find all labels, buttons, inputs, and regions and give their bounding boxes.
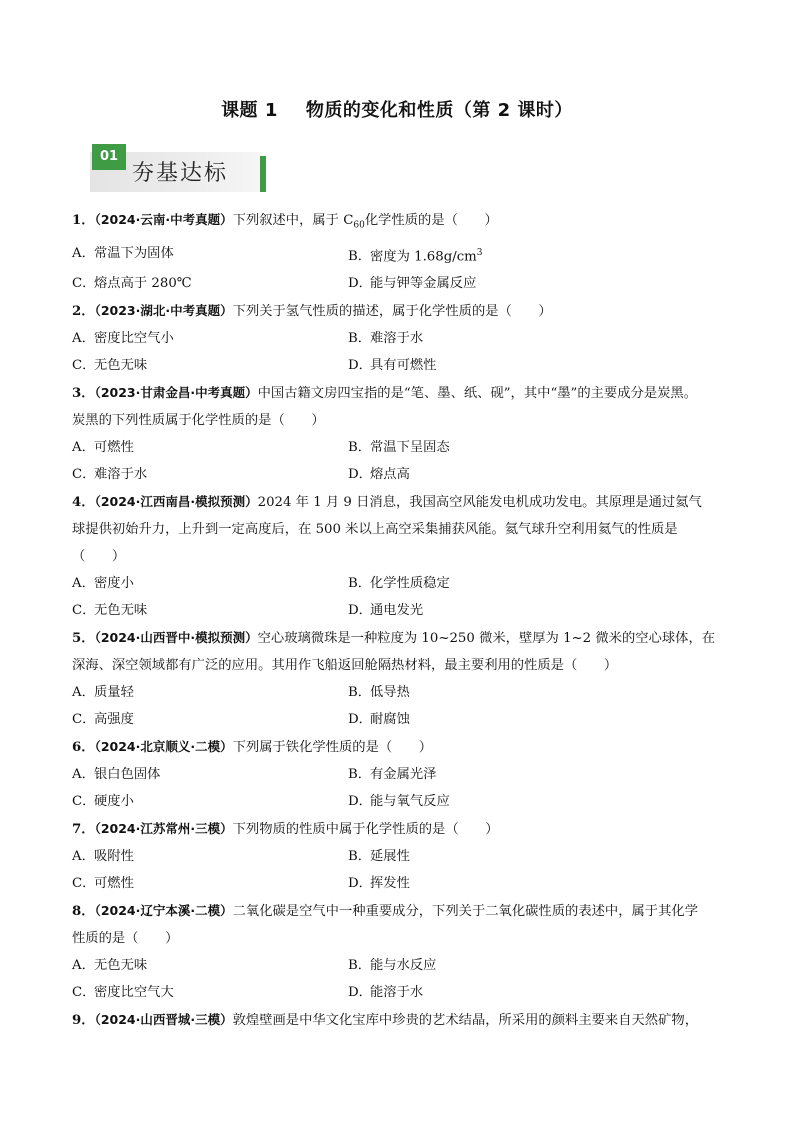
option-text: 密度为 1.68g/cm — [370, 249, 477, 265]
option-text: 难溶于水 — [370, 331, 424, 347]
option-letter: A． — [72, 685, 95, 701]
option-row — [72, 843, 742, 870]
option-letter: D． — [348, 358, 372, 374]
question-6 — [72, 733, 742, 815]
option-letter: D． — [348, 876, 372, 892]
option-row — [72, 706, 742, 733]
question-stem — [72, 206, 742, 240]
option-superscript: 3 — [476, 247, 483, 258]
question-stem — [72, 815, 742, 843]
option-d — [348, 979, 624, 1006]
question-source: （2024·山西晋中·模拟预测） — [94, 630, 258, 646]
page-title — [0, 96, 794, 122]
option-text: 能与钾等金属反应 — [370, 276, 477, 292]
stem-text: 敦煌壁画是中华文化宝库中珍贵的艺术结晶，所采用的颜料主要来自天然矿物， — [232, 1013, 698, 1029]
option-text: 质量轻 — [94, 685, 134, 701]
option-b — [348, 679, 624, 706]
question-source: （2024·江苏常州·三模） — [94, 821, 233, 837]
question-stem — [72, 624, 742, 652]
option-b — [348, 325, 624, 352]
option-b — [348, 761, 624, 788]
option-letter: D． — [348, 985, 372, 1001]
option-b — [348, 240, 624, 270]
option-letter: B． — [348, 849, 372, 865]
question-stem-continued: 深海、深空领域都有广泛的应用。其用作飞船返回舱隔热材料，最主要利用的性质是（ ） — [72, 658, 618, 674]
option-row — [72, 597, 742, 624]
option-b — [348, 434, 624, 461]
option-letter: A． — [72, 440, 95, 456]
option-letter: C． — [72, 876, 96, 892]
option-text: 银白色固体 — [94, 767, 161, 783]
option-letter: D． — [348, 712, 372, 728]
option-text: 延展性 — [370, 849, 410, 865]
option-c — [72, 461, 348, 488]
question-source: （2024·江西南昌·模拟预测） — [94, 494, 258, 510]
option-text: 具有可燃性 — [370, 358, 437, 374]
option-text: 硬度小 — [94, 794, 134, 810]
option-text: 吸附性 — [94, 849, 134, 865]
option-a — [72, 761, 348, 788]
question-4 — [72, 488, 742, 624]
stem-subscript: 60 — [353, 220, 365, 231]
option-letter: D． — [348, 276, 372, 292]
lesson-number: 课题 1 — [221, 100, 278, 121]
option-letter: B． — [348, 249, 372, 265]
option-row — [72, 570, 742, 597]
stem-text: 下列物质的性质中属于化学性质的是（ ） — [232, 822, 499, 838]
option-c — [72, 352, 348, 379]
section-number-badge: 01 — [92, 144, 126, 170]
option-text: 密度比空气大 — [94, 985, 174, 1001]
option-row — [72, 788, 742, 815]
question-3 — [72, 379, 742, 488]
question-source: （2023·湖北·中考真题） — [94, 303, 233, 319]
option-row — [72, 679, 742, 706]
question-stem — [72, 897, 742, 925]
option-text: 挥发性 — [370, 876, 410, 892]
option-c — [72, 788, 348, 815]
question-stem-continued: 炭黑的下列性质属于化学性质的是（ ） — [72, 413, 325, 429]
option-letter: B． — [348, 331, 372, 347]
question-number: 7． — [72, 822, 95, 838]
option-c — [72, 706, 348, 733]
question-stem — [72, 488, 742, 516]
option-text: 耐腐蚀 — [370, 712, 410, 728]
question-source: （2024·云南·中考真题） — [94, 212, 233, 227]
option-text: 常温下为固体 — [94, 245, 174, 261]
lesson-title: 物质的变化和性质（第 2 课时） — [305, 100, 573, 121]
option-letter: A． — [72, 576, 95, 592]
option-text: 高强度 — [94, 712, 134, 728]
banner-accent-bar — [260, 156, 266, 192]
option-row — [72, 434, 742, 461]
option-text: 无色无味 — [94, 358, 148, 374]
stem-text: 下列关于氢气性质的描述，属于化学性质的是（ ） — [232, 304, 552, 320]
question-number: 3． — [72, 386, 95, 402]
question-2 — [72, 297, 742, 379]
option-text: 有金属光泽 — [370, 767, 437, 783]
option-d — [348, 461, 624, 488]
option-letter: A． — [72, 245, 95, 261]
question-8 — [72, 897, 742, 1006]
option-letter: D． — [348, 603, 372, 619]
option-b — [348, 570, 624, 597]
stem-text: 二氧化碳是空气中一种重要成分，下列关于二氧化碳性质的表述中，属于其化学 — [232, 904, 698, 920]
option-a — [72, 570, 348, 597]
question-number: 2． — [72, 304, 95, 320]
option-row — [72, 761, 742, 788]
option-text: 难溶于水 — [94, 467, 148, 483]
option-c — [72, 597, 348, 624]
option-a — [72, 434, 348, 461]
option-d — [348, 788, 624, 815]
option-c — [72, 270, 348, 297]
option-letter: D． — [348, 467, 372, 483]
option-letter: B． — [348, 685, 372, 701]
question-number: 1． — [72, 213, 95, 228]
option-letter: D． — [348, 794, 372, 810]
option-row — [72, 870, 742, 897]
stem-text: 中国古籍文房四宝指的是“笔、墨、纸、砚”，其中“墨”的主要成分是炭黑。 — [257, 386, 698, 402]
option-a — [72, 679, 348, 706]
option-letter: A． — [72, 331, 95, 347]
option-text: 低导热 — [370, 685, 410, 701]
option-row — [72, 952, 742, 979]
question-5 — [72, 624, 742, 733]
option-text: 能与氧气反应 — [370, 794, 450, 810]
question-stem — [72, 1006, 742, 1034]
option-text: 熔点高于 280℃ — [94, 276, 192, 292]
option-a — [72, 952, 348, 979]
question-number: 8． — [72, 904, 95, 920]
option-text: 化学性质稳定 — [370, 576, 450, 592]
stem-text: 化学性质的是（ ） — [364, 213, 498, 228]
option-b — [348, 952, 624, 979]
option-letter: B． — [348, 576, 372, 592]
option-d — [348, 706, 624, 733]
question-stem — [72, 733, 742, 761]
option-letter: C． — [72, 794, 96, 810]
option-row — [72, 270, 742, 297]
option-d — [348, 870, 624, 897]
option-text: 密度小 — [94, 576, 134, 592]
option-letter: C． — [72, 467, 96, 483]
option-text: 熔点高 — [370, 467, 410, 483]
option-text: 密度比空气小 — [94, 331, 174, 347]
option-text: 能溶于水 — [370, 985, 424, 1001]
question-number: 9． — [72, 1013, 95, 1029]
option-letter: C． — [72, 712, 96, 728]
option-text: 可燃性 — [94, 440, 134, 456]
option-a — [72, 843, 348, 870]
option-text: 无色无味 — [94, 603, 148, 619]
question-number: 4． — [72, 495, 95, 511]
stem-text: 2024 年 1 月 9 日消息，我国高空风能发电机成功发电。其原理是通过氦气 — [257, 495, 702, 511]
section-label: 夯基达标 — [132, 161, 229, 186]
option-row — [72, 240, 742, 270]
option-letter: B． — [348, 440, 372, 456]
option-a — [72, 325, 348, 352]
question-source: （2024·北京顺义·二模） — [94, 739, 233, 755]
stem-text: 空心玻璃微珠是一种粒度为 10~250 微米，壁厚为 1~2 微米的空心球体，在 — [257, 631, 716, 647]
option-row — [72, 325, 742, 352]
option-letter: C． — [72, 358, 96, 374]
option-row — [72, 461, 742, 488]
question-source: （2023·甘肃金昌·中考真题） — [94, 385, 258, 401]
question-number: 5． — [72, 631, 95, 647]
stem-text: 下列叙述中，属于 C — [232, 213, 354, 228]
question-stem — [72, 379, 742, 407]
question-7 — [72, 815, 742, 897]
question-stem-continued: （ ） — [72, 549, 126, 565]
question-stem-continued: 性质的是（ ） — [72, 931, 179, 947]
option-text: 无色无味 — [94, 958, 148, 974]
option-letter: A． — [72, 767, 95, 783]
option-a — [72, 240, 348, 270]
question-source: （2024·山西晋城·三模） — [94, 1012, 233, 1028]
option-letter: B． — [348, 958, 372, 974]
option-d — [348, 270, 624, 297]
option-text: 通电发光 — [370, 603, 424, 619]
question-source: （2024·辽宁本溪·二模） — [94, 903, 233, 919]
option-d — [348, 352, 624, 379]
question-1 — [72, 206, 742, 297]
option-row — [72, 979, 742, 1006]
option-text: 可燃性 — [94, 876, 134, 892]
question-list — [72, 206, 742, 1034]
option-letter: A． — [72, 958, 95, 974]
option-letter: C． — [72, 276, 96, 292]
option-text: 常温下呈固态 — [370, 440, 450, 456]
stem-text: 下列属于铁化学性质的是（ ） — [232, 740, 433, 756]
question-number: 6． — [72, 740, 95, 756]
option-b — [348, 843, 624, 870]
question-9 — [72, 1006, 742, 1034]
option-text: 能与水反应 — [370, 958, 437, 974]
option-c — [72, 870, 348, 897]
option-d — [348, 597, 624, 624]
option-letter: B． — [348, 767, 372, 783]
option-letter: C． — [72, 985, 96, 1001]
question-stem — [72, 297, 742, 325]
question-stem-continued: 球提供初始升力，上升到一定高度后，在 500 米以上高空采集捕获风能。氦气球升空利用氦气的性质是 — [72, 522, 678, 538]
section-banner — [84, 142, 274, 194]
option-letter: C． — [72, 603, 96, 619]
option-row — [72, 352, 742, 379]
option-c — [72, 979, 348, 1006]
option-letter: A． — [72, 849, 95, 865]
